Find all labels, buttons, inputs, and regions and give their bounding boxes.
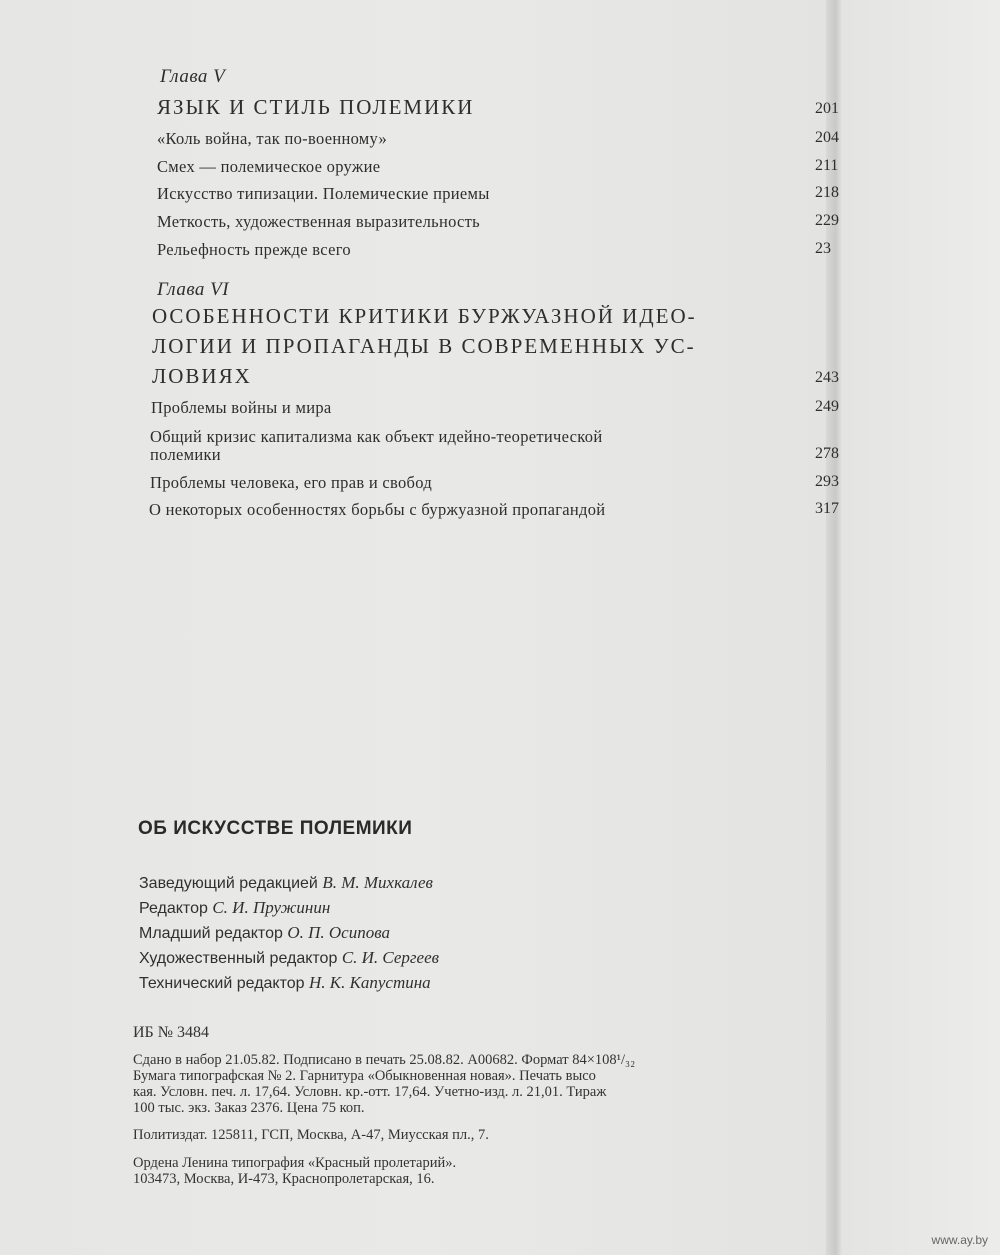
chapter-5-page: 201 (815, 100, 839, 117)
chapter-6-page: 243 (815, 369, 839, 386)
credit-line (139, 923, 390, 943)
facing-page-edge (842, 0, 1000, 1255)
ib-number: ИБ № 3484 (133, 1025, 210, 1041)
toc-entry: Общий кризис капитализма как объект идейно-теоретической (150, 427, 603, 446)
credit-role: Редактор (139, 900, 208, 917)
publisher-line: Политиздат. 125811, ГСП, Москва, А-47, Миусская пл., 7. (133, 1127, 489, 1143)
toc-entry: Проблемы человека, его прав и свобод (150, 473, 433, 492)
credit-line (139, 973, 431, 993)
credit-name: Н. К. Капустина (309, 973, 431, 992)
chapter-6-title-line: ОСОБЕННОСТИ КРИТИКИ БУРЖУАЗНОЙ ИДЕО- (152, 304, 697, 328)
credit-role: Заведующий редакцией (139, 875, 318, 892)
toc-entry: Смех — полемическое оружие (157, 157, 381, 176)
credit-role: Младший редактор (139, 925, 283, 942)
imprint-line: Сдано в набор 21.05.82. Подписано в печать 25.08.82. А00682. Формат 84×108¹/₃₂ (133, 1052, 636, 1068)
toc-entry-page: 204 (815, 129, 839, 146)
credit-role: Художественный редактор (139, 950, 338, 967)
toc-entry: Проблемы войны и мира (151, 398, 332, 417)
chapter-6-title-line: ЛОГИИ И ПРОПАГАНДЫ В СОВРЕМЕННЫХ УС- (152, 334, 696, 358)
toc-entry-page: 23 (815, 240, 831, 257)
toc-entry-page: 278 (815, 445, 839, 462)
printer-line: 103473, Москва, И-473, Краснопролетарская, 16. (133, 1171, 435, 1187)
watermark: www.ay.by (931, 1233, 988, 1247)
chapter-5-title: ЯЗЫК И СТИЛЬ ПОЛЕМИКИ (157, 95, 475, 119)
credit-name: О. П. Осипова (287, 923, 390, 942)
toc-entry-page: 249 (815, 398, 839, 415)
imprint-line: 100 тыс. экз. Заказ 2376. Цена 75 коп. (133, 1100, 365, 1116)
imprint-line: Бумага типографская № 2. Гарнитура «Обыкновенная новая». Печать высо (133, 1068, 596, 1084)
toc-entry: Искусство типизации. Полемические приемы (157, 184, 490, 203)
chapter-6-label: Глава VI (157, 279, 230, 300)
toc-entry: Рельефность прежде всего (157, 240, 351, 259)
printer-line: Ордена Ленина типография «Красный пролетарий». (133, 1155, 457, 1171)
credit-role: Технический редактор (139, 975, 305, 992)
credit-name: С. И. Пружинин (212, 898, 331, 917)
credit-name: С. И. Сергеев (341, 948, 440, 967)
imprint-line: кая. Условн. печ. л. 17,64. Условн. кр.-отт. 17,64. Учетно-изд. л. 21,01. Тираж (133, 1084, 607, 1100)
toc-entry-page: 293 (815, 473, 839, 490)
toc-entry-page: 317 (815, 500, 839, 517)
toc-entry-continuation: полемики (150, 445, 221, 464)
toc-entry-page: 218 (815, 184, 839, 201)
credit-line (139, 948, 439, 968)
toc-entry: Меткость, художественная выразительность (157, 212, 481, 231)
chapter-5-label: Глава V (160, 66, 226, 87)
credit-line (139, 898, 330, 918)
credit-line (139, 873, 433, 893)
credit-name: В. М. Михкалев (322, 873, 433, 892)
toc-entry-page: 211 (815, 157, 839, 174)
toc-entry: О некоторых особенностях борьбы с буржуазной пропагандой (149, 500, 606, 519)
toc-entry: «Коль война, так по-военному» (157, 129, 388, 148)
toc-entry-page: 229 (815, 212, 839, 229)
book-title: ОБ ИСКУССТВЕ ПОЛЕМИКИ (138, 818, 413, 839)
chapter-6-title-line: ЛОВИЯХ (152, 364, 252, 388)
